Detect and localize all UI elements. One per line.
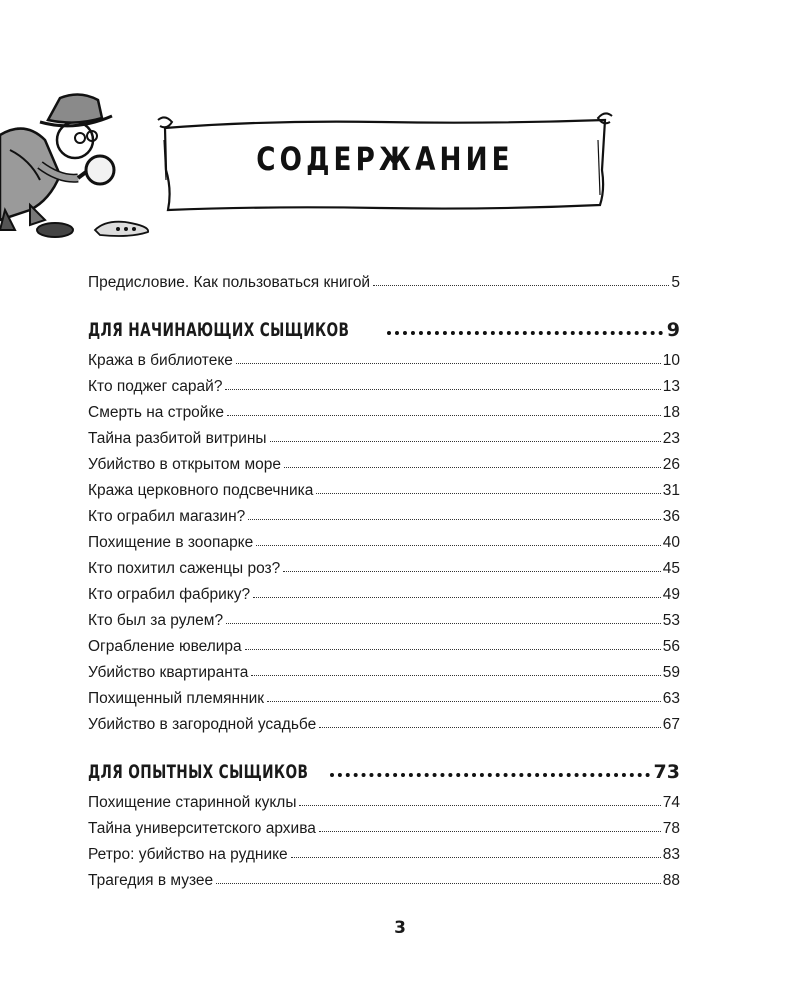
dot-leader — [270, 440, 661, 442]
dot-leader — [216, 882, 661, 884]
toc-entry-page: 45 — [662, 560, 680, 577]
toc-entry-title: Убийство в загородной усадьбе — [88, 716, 317, 733]
section-title: ДЛЯ ОПЫТНЫХ СЫЩИКОВ — [88, 761, 309, 783]
toc-entry-page: 40 — [662, 534, 680, 551]
toc-entry-page: 49 — [662, 586, 680, 603]
toc-entry[interactable] — [88, 708, 680, 734]
toc-entry-title: Трагедия в музее — [88, 872, 214, 889]
dot-leader — [299, 804, 660, 806]
toc-entry[interactable] — [88, 370, 680, 396]
toc-entry-page: 53 — [662, 612, 680, 629]
toc-entry[interactable] — [88, 578, 680, 604]
toc-entry-title: Кто похитил саженцы роз? — [88, 560, 281, 577]
toc-entry[interactable] — [88, 786, 680, 812]
toc-entry-title: Ограбление ювелира — [88, 638, 242, 655]
toc-entry-title: Тайна университетского архива — [88, 820, 316, 837]
dot-leader — [256, 544, 660, 546]
dot-leader — [225, 388, 660, 390]
toc-entry-page: 59 — [662, 664, 680, 681]
toc-entry-page: 31 — [662, 482, 680, 499]
toc-entry-page: 88 — [662, 872, 680, 889]
toc-entry-title: Похищенный племянник — [88, 690, 265, 707]
toc-entry-title: Кража в библиотеке — [88, 352, 233, 369]
toc-entry-page: 56 — [662, 638, 680, 655]
toc-entry-title: Кто поджег сарай? — [88, 378, 223, 395]
toc-entry-title: Ретро: убийство на руднике — [88, 846, 288, 863]
dot-leader — [251, 674, 660, 676]
toc-entry-title: Убийство квартиранта — [88, 664, 249, 681]
toc-entry[interactable] — [88, 422, 680, 448]
toc-entry-page: 18 — [662, 404, 680, 421]
dot-leader — [245, 648, 661, 650]
dot-leader — [373, 284, 669, 286]
section-heading-experienced[interactable] — [88, 739, 680, 783]
toc-entry-page: 78 — [662, 820, 680, 837]
toc-entry-page: 13 — [662, 378, 680, 395]
detective-with-magnifying-glass-icon — [0, 80, 160, 240]
toc-entry[interactable] — [88, 812, 680, 838]
toc-entry-title: Смерть на стройке — [88, 404, 225, 421]
dot-leader — [316, 492, 660, 494]
page-title: СОДЕРЖАНИЕ — [256, 140, 514, 178]
section-page: 9 — [666, 319, 680, 341]
toc-entry-page: 26 — [662, 456, 680, 473]
toc-entry[interactable] — [88, 526, 680, 552]
toc-entry-title: Кто ограбил фабрику? — [88, 586, 251, 603]
toc-entry-page: 74 — [662, 794, 680, 811]
toc-entry-page: 23 — [662, 430, 680, 447]
dot-leader — [227, 414, 661, 416]
toc-entry[interactable] — [88, 500, 680, 526]
toc-entry-page: 36 — [662, 508, 680, 525]
toc-entry[interactable] — [88, 344, 680, 370]
toc-entry-page: 63 — [662, 690, 680, 707]
dot-leader — [387, 330, 663, 335]
toc-entry[interactable] — [88, 552, 680, 578]
toc-entry-page: 83 — [662, 846, 680, 863]
dot-leader — [283, 570, 660, 572]
dot-leader — [226, 622, 661, 624]
dot-leader — [236, 362, 661, 364]
dot-leader — [253, 596, 661, 598]
toc-entry-title: Кто был за рулем? — [88, 612, 224, 629]
dot-leader — [284, 466, 661, 468]
dot-leader — [267, 700, 661, 702]
toc-entry[interactable] — [88, 864, 680, 890]
toc-entry[interactable] — [88, 630, 680, 656]
table-of-contents — [88, 264, 680, 890]
toc-entry[interactable] — [88, 838, 680, 864]
dot-leader — [319, 830, 661, 832]
section-heading-beginners[interactable] — [88, 297, 680, 341]
toc-entry-title: Похищение старинной куклы — [88, 794, 297, 811]
dot-leader — [248, 518, 660, 520]
toc-entry-page: 10 — [662, 352, 680, 369]
section-title: ДЛЯ НАЧИНАЮЩИХ СЫЩИКОВ — [88, 319, 350, 341]
toc-entry[interactable] — [88, 656, 680, 682]
dot-leader — [319, 726, 661, 728]
toc-entry[interactable] — [88, 682, 680, 708]
dot-leader — [291, 856, 661, 858]
toc-entry-page: 67 — [662, 716, 680, 733]
toc-entry-title: Убийство в открытом море — [88, 456, 282, 473]
page-number: 3 — [394, 918, 406, 938]
toc-entry-title: Кто ограбил магазин? — [88, 508, 246, 525]
toc-entry-title: Похищение в зоопарке — [88, 534, 254, 551]
toc-entry-preface[interactable] — [88, 264, 680, 292]
toc-entry-title: Тайна разбитой витрины — [88, 430, 267, 447]
toc-entry[interactable] — [88, 396, 680, 422]
toc-entry-title: Кража церковного подсвечника — [88, 482, 314, 499]
toc-entry[interactable] — [88, 474, 680, 500]
dot-leader — [330, 772, 650, 777]
toc-entry-page: 5 — [671, 274, 680, 291]
toc-entry[interactable] — [88, 448, 680, 474]
section-page: 73 — [653, 761, 680, 783]
toc-entry-title: Предисловие. Как пользоваться книгой — [88, 274, 371, 291]
toc-entry[interactable] — [88, 604, 680, 630]
